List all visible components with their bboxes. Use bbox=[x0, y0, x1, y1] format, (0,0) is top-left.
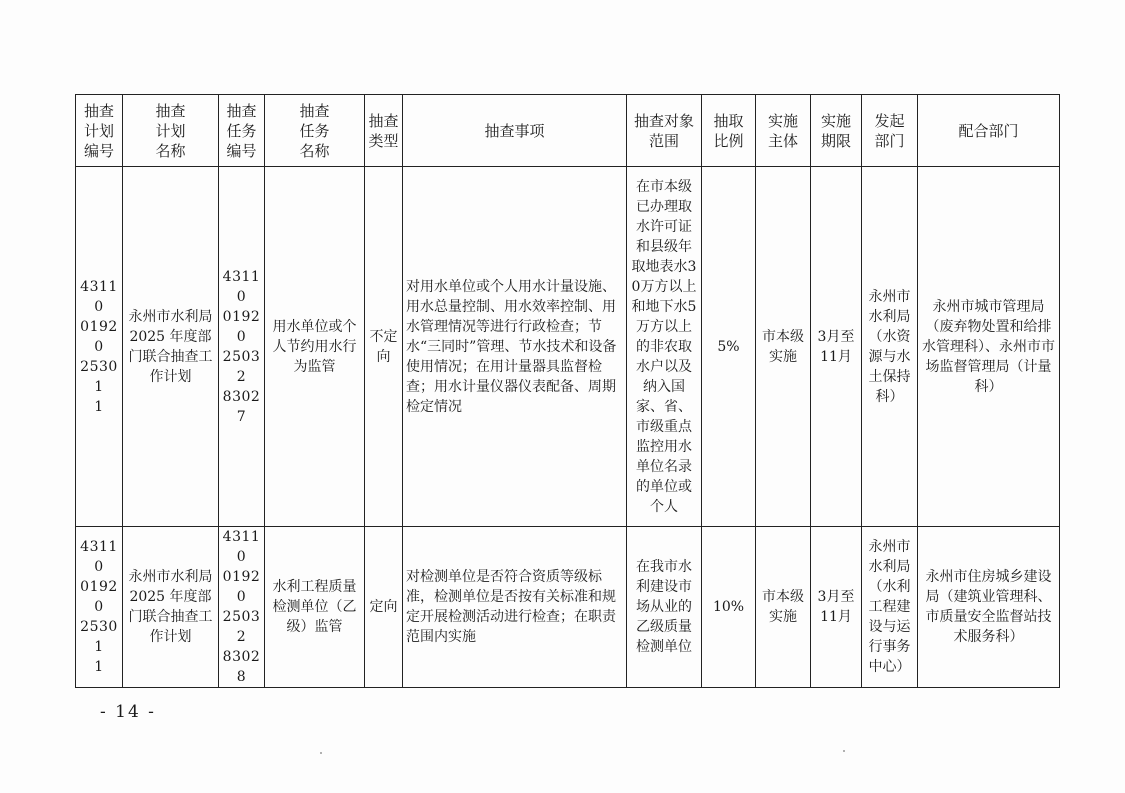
cell-partner: 永州市城市管理局（废弃物处置和给排水管理科）、永州市市场监督管理局（计量科） bbox=[918, 167, 1060, 527]
header-ratio: 抽取 比例 bbox=[702, 95, 756, 167]
header-partner: 配合部门 bbox=[918, 95, 1060, 167]
cell-ratio: 5% bbox=[702, 167, 756, 527]
scan-speck bbox=[320, 752, 322, 754]
cell-plan-no: 43110 01920 25301 1 bbox=[76, 527, 123, 688]
cell-items: 对用水单位或个人用水计量设施、用水总量控制、用水效率控制、用水管理情况等进行行政检查；节水“三同时”管理、节水技术和设备使用情况；在用计量器具监督检查；用水计量仪器仪表配备、周期检定情况 bbox=[403, 167, 627, 527]
cell-ratio: 10% bbox=[702, 527, 756, 688]
scan-speck bbox=[843, 750, 845, 752]
cell-type: 不定向 bbox=[365, 167, 403, 527]
header-period: 实施 期限 bbox=[811, 95, 862, 167]
cell-task-no: 43110 01920 25032 83027 bbox=[219, 167, 265, 527]
cell-items: 对检测单位是否符合资质等级标准，检测单位是否按有关标准和规定开展检测活动进行检查；在职责范围内实施 bbox=[403, 527, 627, 688]
cell-initiator: 永州市水利局（水利工程建设与运行事务中心） bbox=[862, 527, 918, 688]
cell-subject: 市本级实施 bbox=[756, 167, 811, 527]
header-items: 抽查事项 bbox=[403, 95, 627, 167]
page-number: - 14 - bbox=[100, 702, 156, 722]
cell-subject: 市本级实施 bbox=[756, 527, 811, 688]
header-plan-name: 抽查 计划 名称 bbox=[123, 95, 219, 167]
header-task-no: 抽查 任务 编号 bbox=[219, 95, 265, 167]
cell-task-name: 水利工程质量检测单位（乙级）监管 bbox=[265, 527, 365, 688]
cell-scope: 在我市水利建设市场从业的乙级质量检测单位 bbox=[627, 527, 702, 688]
header-task-name: 抽查 任务 名称 bbox=[265, 95, 365, 167]
inspection-plan-table bbox=[75, 94, 1060, 688]
header-scope: 抽查对象 范围 bbox=[627, 95, 702, 167]
cell-task-name: 用水单位或个人节约用水行为监管 bbox=[265, 167, 365, 527]
header-type: 抽查 类型 bbox=[365, 95, 403, 167]
table-row bbox=[76, 167, 1060, 527]
cell-scope: 在市本级已办理取水许可证和县级年取地表水30万方以上和地下水5万方以上的非农取水户以及纳入国家、省、市级重点监控用水单位名录的单位或个人 bbox=[627, 167, 702, 527]
cell-plan-name: 永州市水利局 2025 年度部门联合抽查工作计划 bbox=[123, 527, 219, 688]
cell-period: 3月至11月 bbox=[811, 167, 862, 527]
header-subject: 实施 主体 bbox=[756, 95, 811, 167]
table-header-row bbox=[76, 95, 1060, 167]
cell-plan-no: 43110 01920 25301 1 bbox=[76, 167, 123, 527]
cell-initiator: 永州市水利局（水资源与水土保持科） bbox=[862, 167, 918, 527]
cell-period: 3月至11月 bbox=[811, 527, 862, 688]
header-initiator: 发起 部门 bbox=[862, 95, 918, 167]
cell-type: 定向 bbox=[365, 527, 403, 688]
table-row bbox=[76, 527, 1060, 688]
cell-task-no: 43110 01920 25032 83028 bbox=[219, 527, 265, 688]
header-plan-no: 抽查 计划 编号 bbox=[76, 95, 123, 167]
cell-plan-name: 永州市水利局 2025 年度部门联合抽查工作计划 bbox=[123, 167, 219, 527]
cell-partner: 永州市住房城乡建设局（建筑业管理科、市质量安全监督站技术服务科） bbox=[918, 527, 1060, 688]
